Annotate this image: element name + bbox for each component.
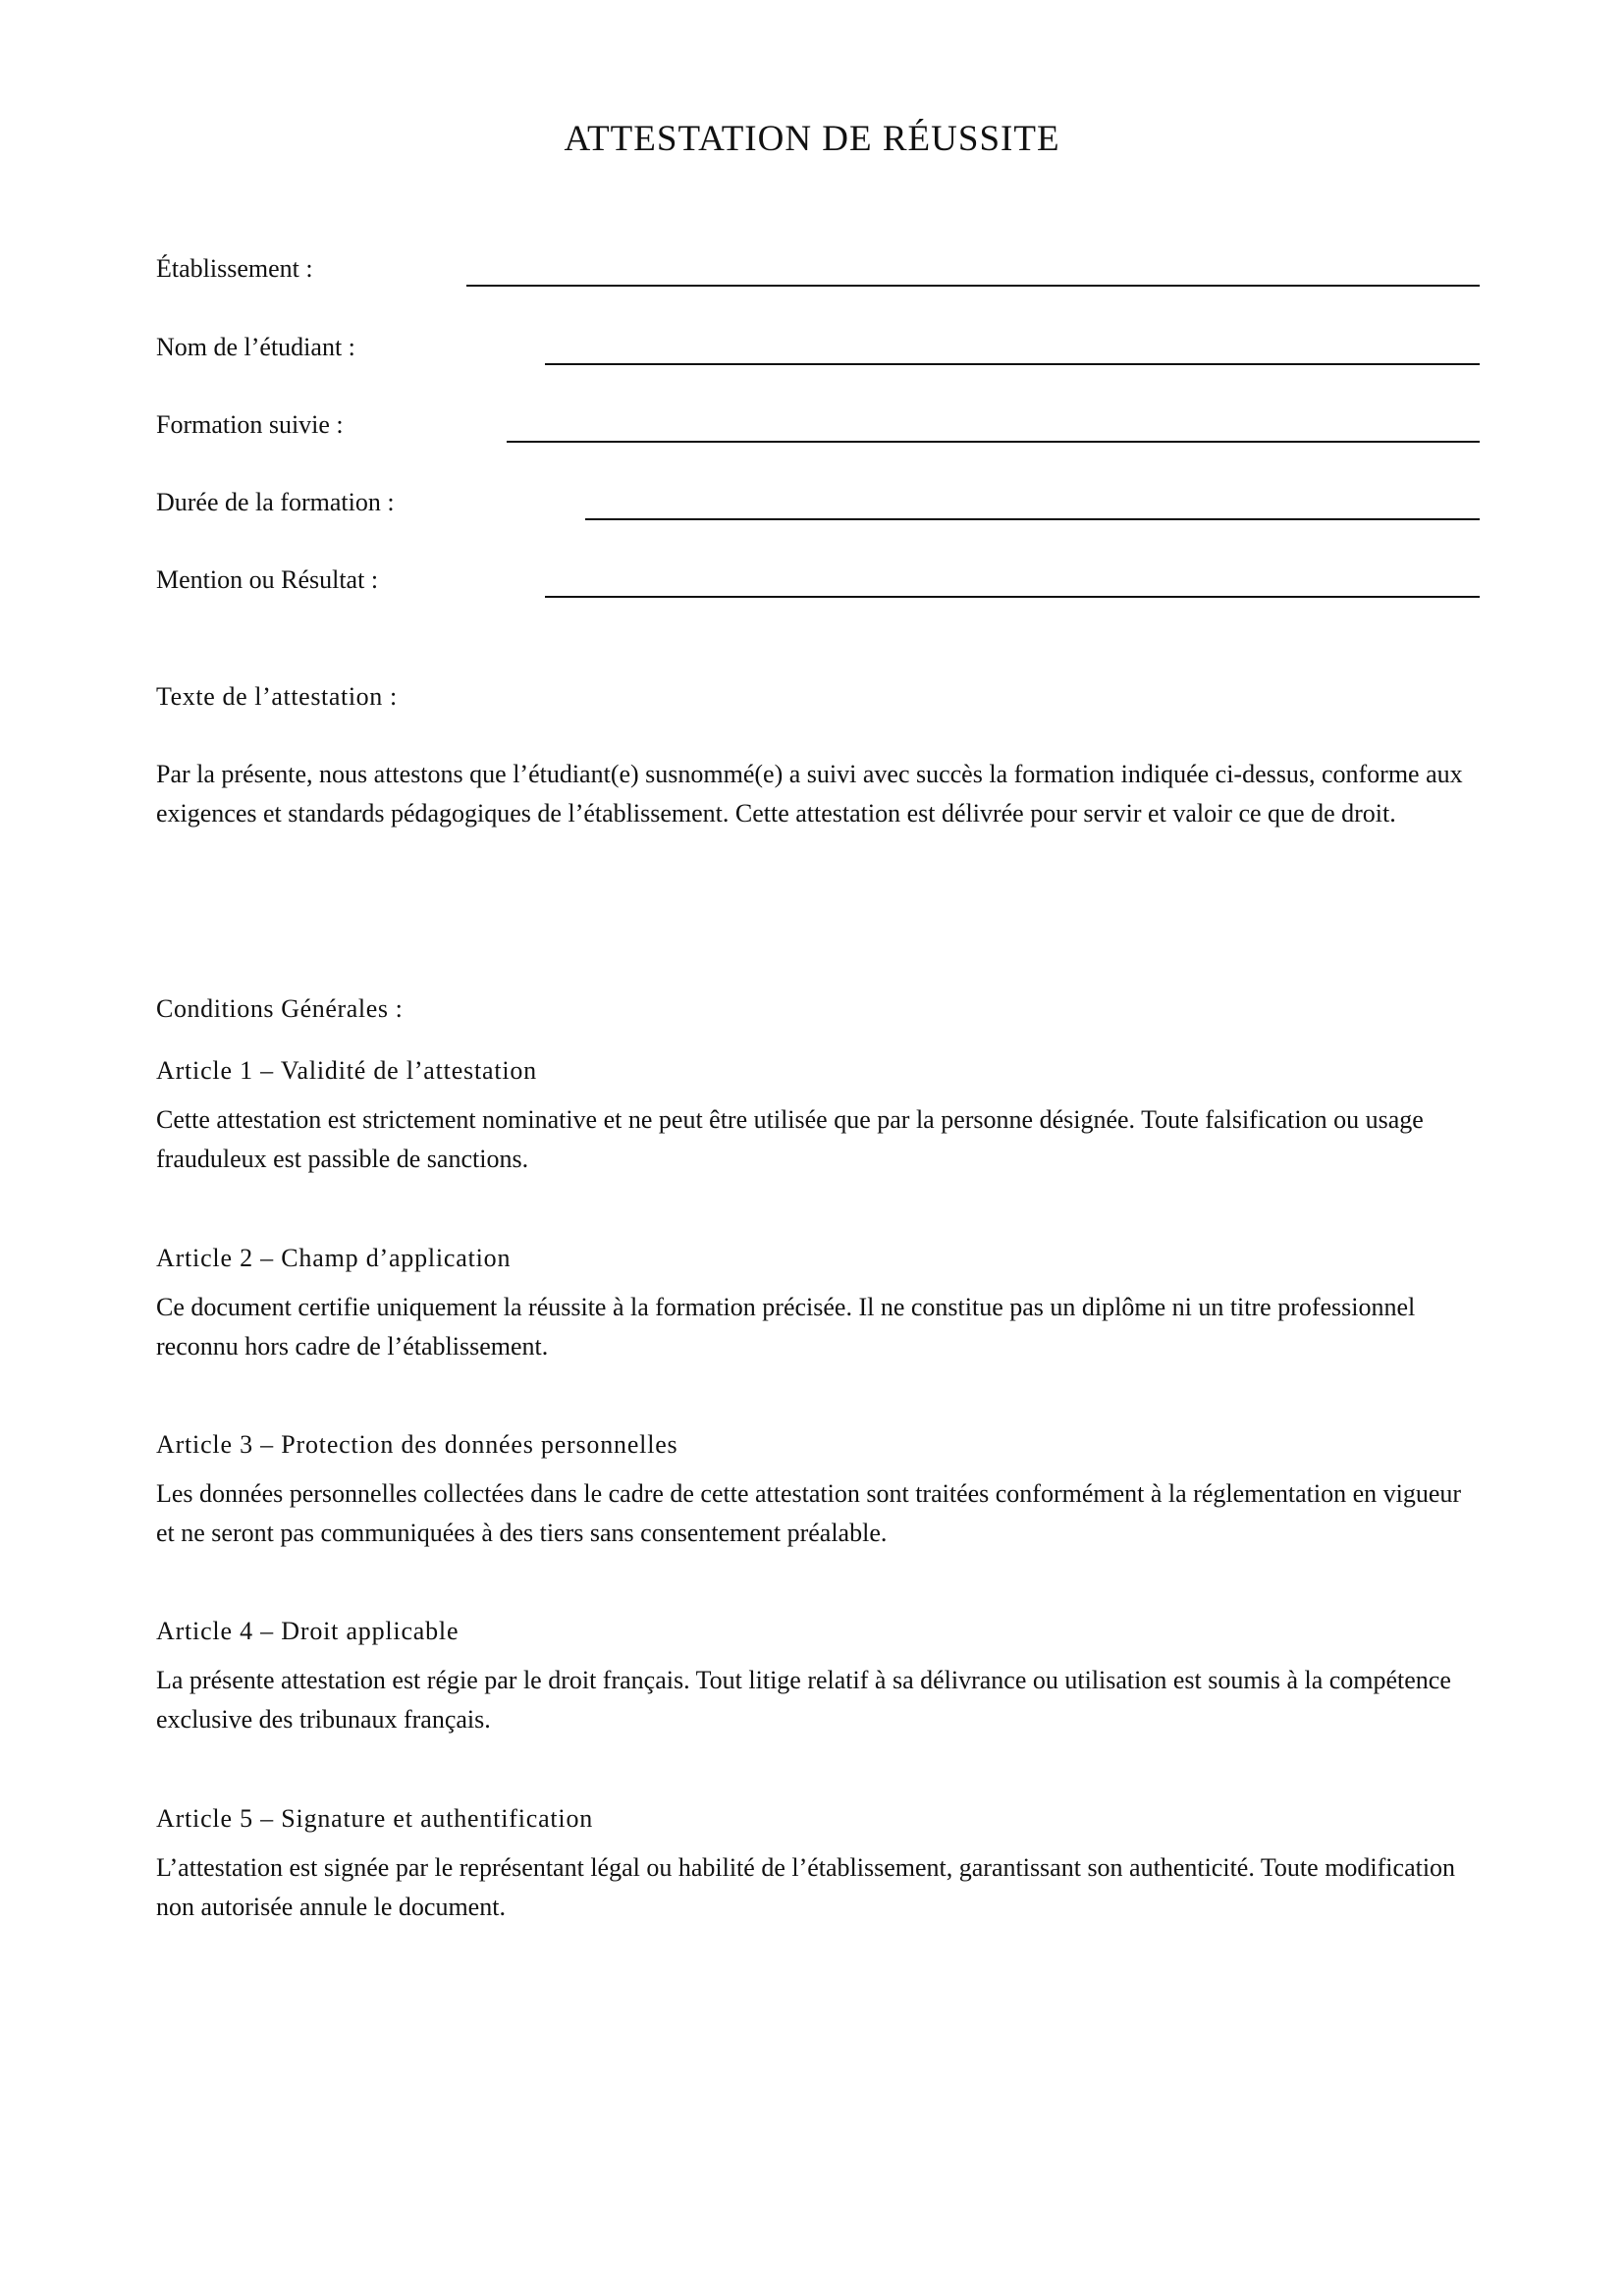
article-1-heading: Article 1 – Validité de l’attestation [156, 1056, 537, 1085]
field-label-nom-etudiant: Nom de l’étudiant : [156, 333, 355, 361]
conditions-label: Conditions Générales : [156, 994, 404, 1023]
article-4-heading: Article 4 – Droit applicable [156, 1617, 460, 1645]
field-line-nom-etudiant[interactable] [545, 363, 1480, 365]
field-label-duree-formation: Durée de la formation : [156, 488, 395, 516]
document-title: ATTESTATION DE RÉUSSITE [564, 119, 1060, 159]
field-line-formation-suivie[interactable] [507, 441, 1480, 443]
article-1-body: Cette attestation est strictement nominative et ne peut être utilisée que par la personne désignée. Toute falsification ou usage frauduleux est passible de sanctions. [156, 1105, 1424, 1173]
article-2-heading: Article 2 – Champ d’application [156, 1244, 512, 1272]
attestation-body: Par la présente, nous attestons que l’étudiant(e) susnommé(e) a suivi avec succès la formation indiquée ci-dessus, conforme aux exigences et standards pédagogiques de l’établissement. Cette attestation est délivrée pour servir et valoir ce que de droit. [156, 760, 1463, 828]
article-4-body: La présente attestation est régie par le droit français. Tout litige relatif à sa délivrance ou utilisation est soumis à la compétence exclusive des tribunaux français. [156, 1666, 1451, 1734]
article-5-body: L’attestation est signée par le représentant légal ou habilité de l’établissement, garantissant son authenticité. Toute modification non autorisée annule le document. [156, 1853, 1456, 1921]
field-label-mention-resultat: Mention ou Résultat : [156, 565, 379, 594]
field-line-duree-formation[interactable] [585, 518, 1480, 520]
field-label-formation-suivie: Formation suivie : [156, 410, 344, 439]
article-2-body: Ce document certifie uniquement la réussite à la formation précisée. Il ne constitue pas un diplôme ni un titre professionnel reconnu hors cadre de l’établissement. [156, 1293, 1416, 1361]
field-line-etablissement[interactable] [466, 285, 1480, 287]
field-line-mention-resultat[interactable] [545, 596, 1480, 598]
field-label-etablissement: Établissement : [156, 254, 313, 283]
article-3-body: Les données personnelles collectées dans le cadre de cette attestation sont traitées conformément à la réglementation en vigueur et ne seront pas communiquées à des tiers sans consentement préalable. [156, 1479, 1462, 1547]
article-3-heading: Article 3 – Protection des données personnelles [156, 1430, 678, 1459]
attestation-label: Texte de l’attestation : [156, 682, 398, 711]
article-5-heading: Article 5 – Signature et authentification [156, 1804, 594, 1833]
